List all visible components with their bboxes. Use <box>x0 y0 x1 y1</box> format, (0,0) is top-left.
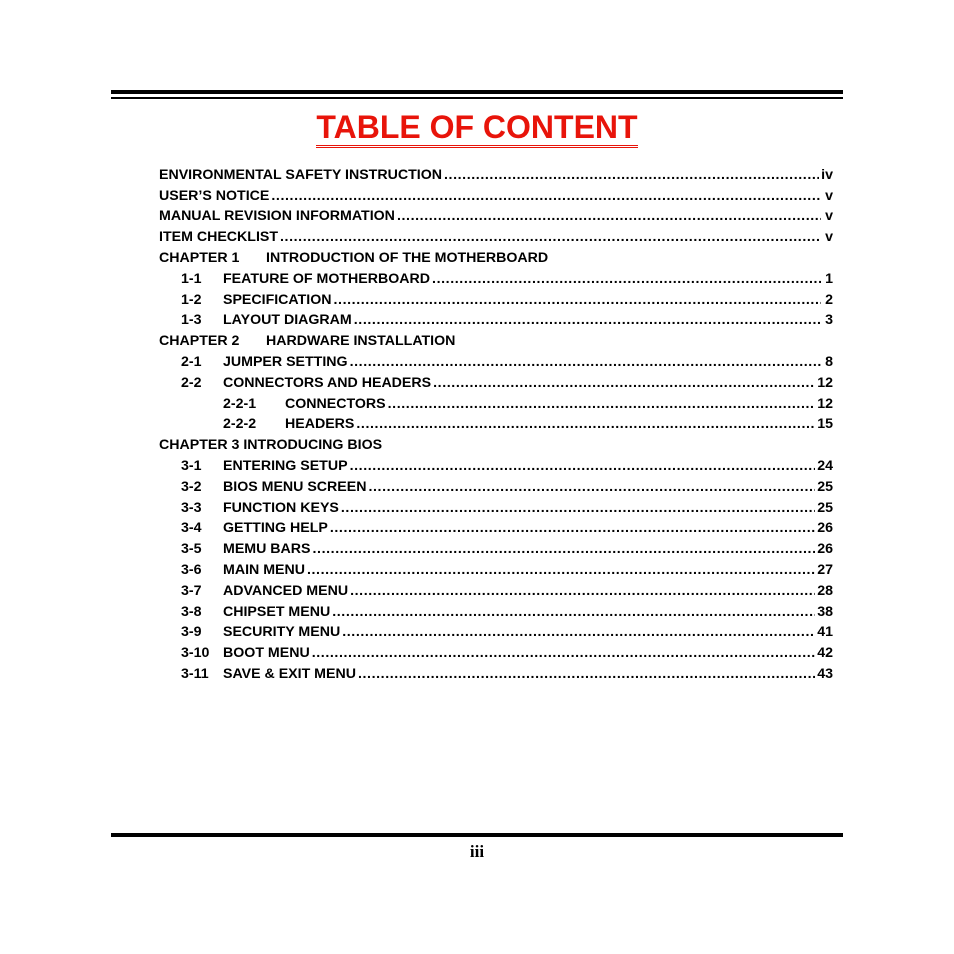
toc-entry[interactable] <box>159 621 833 642</box>
toc-leader <box>271 188 821 205</box>
toc-entry[interactable] <box>159 205 833 226</box>
toc-entry-label: CONNECTORS AND HEADERS <box>223 374 432 391</box>
toc-entry-number: 3-3 <box>181 499 202 516</box>
top-rule-thick <box>111 90 843 94</box>
toc-entry-number: 3-8 <box>181 603 202 620</box>
footer-rule <box>111 833 843 837</box>
toc-entry-page: 2 <box>825 291 833 308</box>
toc-entry[interactable] <box>159 225 833 246</box>
toc-entry-label: ADVANCED MENU <box>223 582 349 599</box>
toc-chapter-number: CHAPTER 1 <box>159 249 240 266</box>
toc-leader <box>334 292 821 309</box>
toc-leader <box>350 354 821 371</box>
toc-entry-number: 2-2-1 <box>223 395 257 412</box>
toc-entry-page: 38 <box>817 603 833 620</box>
toc-entry[interactable] <box>159 163 833 184</box>
toc-entry[interactable] <box>159 641 833 662</box>
toc-entry[interactable] <box>159 309 833 330</box>
toc-entry[interactable] <box>159 496 833 517</box>
toc-entry-label: SAVE & EXIT MENU <box>223 665 356 682</box>
toc-entry-page: v <box>825 208 833 225</box>
toc-entry-label: SECURITY MENU <box>223 624 341 641</box>
toc-leader <box>350 458 816 475</box>
toc-entry[interactable] <box>159 662 833 683</box>
toc-entry[interactable] <box>159 558 833 579</box>
toc-leader <box>350 583 815 600</box>
toc-entry-page: 26 <box>817 520 833 537</box>
toc-entry-label: CONNECTORS <box>285 395 386 412</box>
toc-entry[interactable] <box>159 600 833 621</box>
toc-entry-label: BIOS MENU SCREEN <box>223 478 367 495</box>
toc-chapter-label: INTRODUCTION OF THE MOTHERBOARD <box>266 249 549 266</box>
toc-entry[interactable] <box>159 350 833 371</box>
toc-chapter-heading[interactable] <box>159 329 833 350</box>
toc-leader <box>313 541 816 558</box>
toc-subentry[interactable] <box>159 392 833 413</box>
toc-leader <box>358 666 815 683</box>
toc-entry-label: MAIN MENU <box>223 561 305 578</box>
toc-entry[interactable] <box>159 267 833 288</box>
toc-entry-number: 2-2 <box>181 374 202 391</box>
toc-entry-number: 2-1 <box>181 353 202 370</box>
toc-entry-number: 1-3 <box>181 312 202 329</box>
toc-entry-number: 3-5 <box>181 541 202 558</box>
toc-entry-page: 25 <box>817 478 833 495</box>
footer-page-number: iii <box>469 842 485 861</box>
toc-entry[interactable] <box>159 371 833 392</box>
toc-entry-label: MANUAL REVISION INFORMATION <box>159 208 395 225</box>
toc-leader <box>432 271 821 288</box>
toc-entry-label: LAYOUT DIAGRAM <box>223 312 352 329</box>
toc-entry-page: 27 <box>817 561 833 578</box>
toc-entry-number: 3-2 <box>181 478 202 495</box>
toc-leader <box>341 500 815 517</box>
page-title-text: TABLE OF CONTENT <box>316 109 637 148</box>
toc-entry-number: 3-11 <box>181 665 209 682</box>
toc-entry-page: 8 <box>825 353 833 370</box>
toc-entry-label: CHIPSET MENU <box>223 603 331 620</box>
toc-entry-page: v <box>825 229 833 246</box>
toc-chapter-label: CHAPTER 3 INTRODUCING BIOS <box>159 437 383 454</box>
toc-leader <box>354 312 821 329</box>
toc-list <box>159 163 833 683</box>
toc-entry-number: 3-7 <box>181 582 202 599</box>
toc-entry[interactable] <box>159 288 833 309</box>
toc-entry-page: 41 <box>817 624 833 641</box>
toc-entry-label: ITEM CHECKLIST <box>159 229 279 246</box>
toc-entry-page: 12 <box>817 395 833 412</box>
toc-leader <box>356 416 815 433</box>
toc-entry[interactable] <box>159 184 833 205</box>
toc-leader <box>307 562 815 579</box>
toc-entry-number: 3-6 <box>181 561 202 578</box>
toc-entry-label: ENTERING SETUP <box>223 457 348 474</box>
toc-entry-page: v <box>825 187 833 204</box>
toc-leader <box>342 624 815 641</box>
toc-leader <box>444 167 819 184</box>
toc-entry-number: 3-9 <box>181 624 202 641</box>
toc-entry-label: GETTING HELP <box>223 520 328 537</box>
toc-entry-label: ENVIRONMENTAL SAFETY INSTRUCTION <box>159 166 442 183</box>
toc-entry-page: 26 <box>817 541 833 558</box>
toc-entry-page: 43 <box>817 665 833 682</box>
toc-entry-page: 12 <box>817 374 833 391</box>
toc-chapter-heading[interactable] <box>159 246 833 267</box>
toc-entry-label: FEATURE OF MOTHERBOARD <box>223 270 431 287</box>
toc-entry-page: 1 <box>825 270 833 287</box>
toc-entry-label: MEMU BARS <box>223 541 311 558</box>
toc-entry-number: 3-1 <box>181 457 202 474</box>
toc-entry-page: 42 <box>817 645 833 662</box>
toc-leader <box>433 375 815 392</box>
toc-entry-label: FUNCTION KEYS <box>223 499 339 516</box>
toc-entry-number: 1-2 <box>181 291 202 308</box>
toc-leader <box>388 396 816 413</box>
toc-entry-label: USER’S NOTICE <box>159 187 270 204</box>
toc-entry-page: 15 <box>817 416 833 433</box>
toc-entry-label: JUMPER SETTING <box>223 353 348 370</box>
toc-leader <box>368 479 815 496</box>
toc-entry[interactable] <box>159 579 833 600</box>
toc-entry-label: SPECIFICATION <box>223 291 332 308</box>
toc-leader <box>312 645 816 662</box>
toc-entry-number: 3-4 <box>181 520 202 537</box>
toc-chapter-heading[interactable] <box>159 433 833 454</box>
toc-leader <box>332 604 815 621</box>
toc-entry-label: BOOT MENU <box>223 645 310 662</box>
toc-entry-page: 3 <box>825 312 833 329</box>
toc-entry[interactable] <box>159 475 833 496</box>
toc-entry[interactable] <box>159 454 833 475</box>
toc-entry-number: 1-1 <box>181 270 202 287</box>
toc-entry-label: HEADERS <box>285 416 355 433</box>
top-rule-thin <box>111 97 843 99</box>
toc-leader <box>397 208 821 225</box>
toc-leader <box>280 229 821 246</box>
toc-entry-number: 3-10 <box>181 645 210 662</box>
page-title <box>0 107 954 148</box>
toc-entry[interactable] <box>159 537 833 558</box>
toc-entry[interactable] <box>159 517 833 538</box>
toc-chapter-label: HARDWARE INSTALLATION <box>266 333 456 350</box>
toc-entry-page: iv <box>821 166 833 183</box>
toc-entry-number: 2-2-2 <box>223 416 257 433</box>
toc-entry-page: 24 <box>817 457 833 474</box>
toc-entry-page: 25 <box>817 499 833 516</box>
toc-subentry[interactable] <box>159 413 833 434</box>
toc-leader <box>330 520 815 537</box>
toc-chapter-number: CHAPTER 2 <box>159 333 240 350</box>
toc-entry-page: 28 <box>817 582 833 599</box>
